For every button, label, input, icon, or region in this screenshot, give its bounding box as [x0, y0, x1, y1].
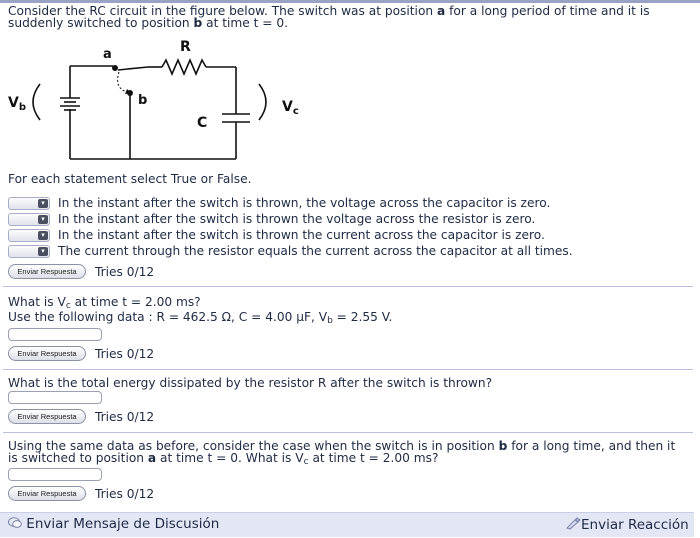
footer-bar [0, 512, 694, 537]
problem-intro: Consider the RC circuit in the figure below. The switch was at position a for a long period of time and it is suddenly switched to position b at time t = 0. [8, 4, 650, 30]
divider [3, 286, 693, 287]
q2-submit-button[interactable]: Enviar Respuesta [8, 346, 86, 361]
q3-submit-button[interactable]: Enviar Respuesta [8, 409, 86, 424]
dropdown-arrow-icon: ▾ [38, 215, 48, 224]
divider [3, 369, 693, 370]
statement-2: In the instant after the switch is thrown the voltage across the resistor is zero. [58, 212, 536, 226]
discussion-link[interactable]: Enviar Mensaje de Discusión [8, 517, 219, 531]
true-false-select-3[interactable] [8, 229, 50, 242]
label-a: a [103, 47, 112, 62]
statement-1: In the instant after the switch is thrown, the voltage across the capacitor is zero. [58, 196, 551, 210]
q3-tries: Tries 0/12 [95, 410, 155, 424]
q1-prompt: For each statement select True or False. [8, 172, 252, 186]
label-C: C [197, 115, 208, 131]
q4-answer-input[interactable] [8, 468, 102, 481]
q4-submit-button[interactable]: Enviar Respuesta [8, 486, 86, 501]
dropdown-arrow-icon: ▾ [38, 231, 48, 240]
q1-submit-button[interactable]: Enviar Respuesta [8, 264, 86, 279]
q2-answer-input[interactable] [8, 328, 102, 341]
discussion-icon [8, 517, 22, 529]
q1-tries: Tries 0/12 [95, 265, 155, 279]
label-vc: $V_c$ [282, 99, 299, 117]
label-b: b [138, 93, 148, 108]
label-R: R [180, 39, 191, 55]
feedback-icon [565, 517, 581, 530]
q2-question: What is $V_c$ at time t = 2.00 ms? [8, 295, 201, 311]
q2-tries: Tries 0/12 [95, 347, 155, 361]
statement-3: In the instant after the switch is thrown the current across the capacitor is zero. [58, 228, 545, 242]
feedback-link[interactable]: Enviar Reacción [565, 517, 689, 532]
rc-circuit-diagram [0, 36, 320, 166]
statement-4: The current through the resistor equals the current across the capacitor at all times. [58, 244, 573, 258]
q4-question-line1: Using the same data as before, consider the case when the switch is in position b for a long time, and then it [8, 439, 676, 453]
true-false-select-4[interactable] [8, 245, 50, 258]
label-vb: $V_b$ [8, 95, 27, 113]
divider [3, 432, 693, 433]
q3-question: What is the total energy dissipated by the resistor R after the switch is thrown? [8, 376, 493, 390]
q3-answer-input[interactable] [8, 391, 102, 404]
true-false-select-2[interactable] [8, 213, 50, 226]
q4-tries: Tries 0/12 [95, 487, 155, 501]
top-strip [0, 0, 700, 3]
q2-data: Use the following data : R = 462.5 Ω, C = 4.00 μF, $V_b = 2.55$ V. [8, 310, 393, 326]
dropdown-arrow-icon: ▾ [38, 247, 48, 256]
q4-question-line2: is switched to position a at time t = 0. What is $V_c$ at time t = 2.00 ms? [8, 451, 439, 467]
dropdown-arrow-icon: ▾ [38, 199, 48, 208]
true-false-select-1[interactable] [8, 197, 50, 210]
